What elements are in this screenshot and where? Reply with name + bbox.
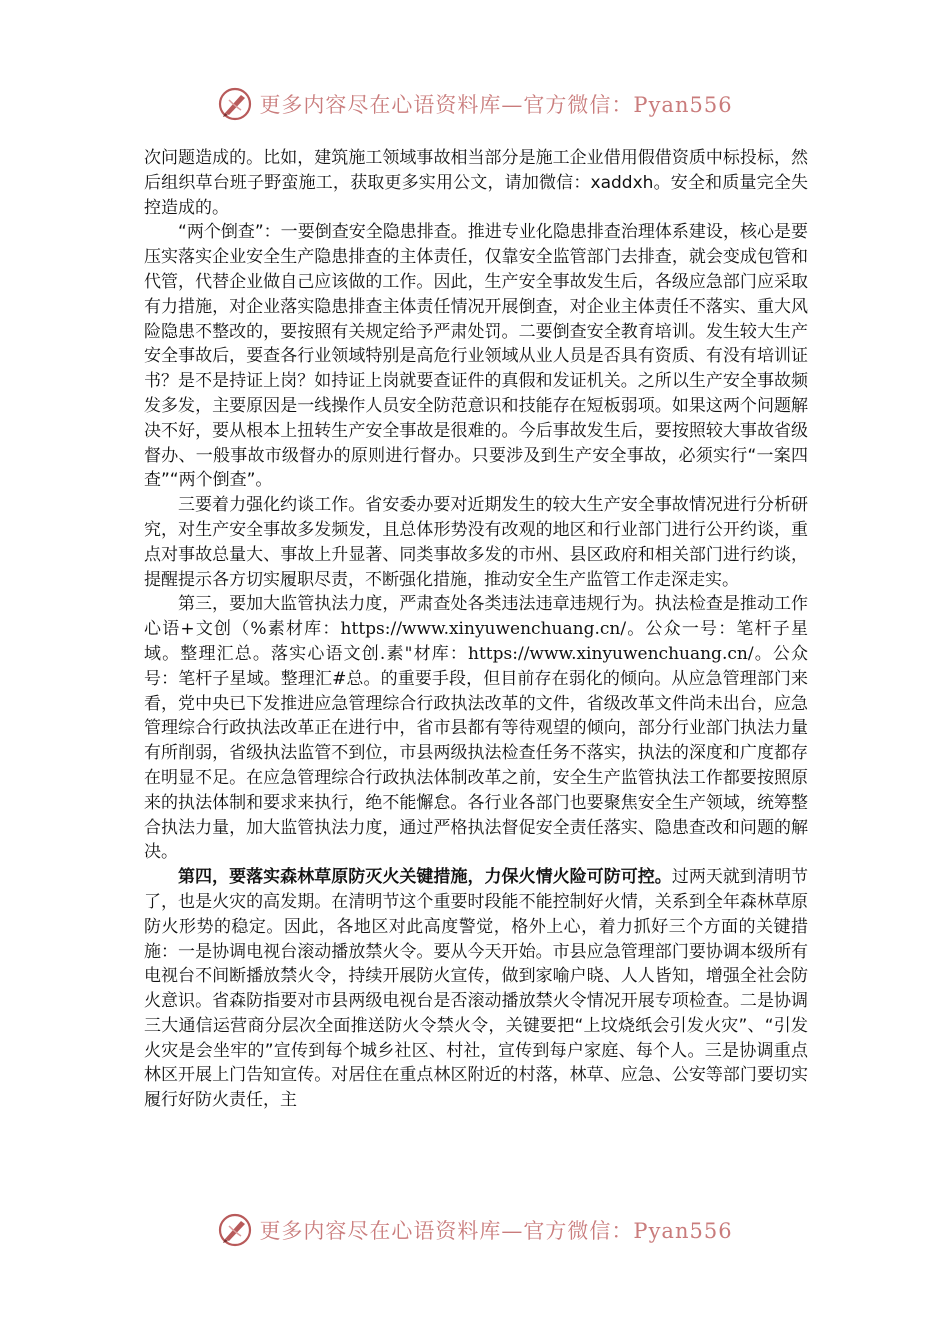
header-banner [0, 84, 950, 124]
paragraph-2: “两个倒查”：一要倒查安全隐患排查。推进专业化隐患排查治理体系建设，核心是要压实落实企业安全生产隐患排查的主体责任，仅靠安全监管部门去排查，就会变成包管和代管，代替企业做自己应该做的工作。因此，生产安全事故发生后，各级应急部门应采取有力措施，对企业落实隐患排查主体责任情况开展倒查，对企业主体责任不落实、重大风险隐患不整改的，要按照有关规定给予严肃处罚。二要倒查安全教育培训。发生较大生产安全事故后，要查各行业领域特别是高危行业领域从业人员是否具有资质、有没有培训证书？是不是持证上岗？如持证上岗就要查证件的真假和发证机关。之所以生产安全事故频发多发，主要原因是一线操作人员安全防范意识和技能存在短板弱项。如果这两个问题解决不好，要从根本上扭转生产安全事故是很难的。今后事故发生后，要按照较大事故省级督办、一般事故市级督办的原则进行督办。只要涉及到生产安全事故，必须实行“一案四查”“两个倒查”。 [144, 222, 808, 491]
paragraph-5 [144, 865, 808, 1113]
paragraph-3: 三要着力强化约谈工作。省安委办要对近期发生的较大生产安全事故情况进行分析研究，对生产安全事故多发频发，且总体形势没有改观的地区和行业部门进行公开约谈，重点对事故总量大、事故上升显著、同类事故多发的市州、县区政府和相关部门进行约谈，提醒提示各方切实履职尽责，不断强化措施，推动安全生产监管工作走深走实。 [144, 495, 808, 590]
banner-text: 更多内容尽在心语资料库—官方微信：Pyan556 [259, 93, 733, 117]
banner-text: 更多内容尽在心语资料库—官方微信：Pyan556 [259, 1219, 733, 1243]
paragraph-1: 次问题造成的。比如，建筑施工领域事故相当部分是施工企业借用假借资质中标投标，然后组织草台班子野蛮施工，获取更多实用公文，请加微信：xaddxh。安全和质量完全失控造成的。 [144, 148, 808, 218]
footer-banner [0, 1210, 950, 1250]
pen-logo-icon [217, 1212, 253, 1248]
paragraph-5-body: 过两天就到清明节了，也是火灾的高发期。在清明节这个重要时段能不能控制好火情，关系到全年森林草原防火形势的稳定。因此，各地区对此高度警觉，格外上心，着力抓好三个方面的关键措施：一是协调电视台滚动播放禁火令。要从今天开始。市县应急管理部门要协调本级所有电视台不间断播放禁火令，持续开展防火宣传，做到家喻户晓、人人皆知，增强全社会防火意识。省森防指要对市县两级电视台是否滚动播放禁火令情况开展专项检查。二是协调三大通信运营商分层次全面推送防火令禁火令，关键要把“上坟烧纸会引发火灾”、“引发火灾是会坐牢的”宣传到每个城乡社区、村社，宣传到每户家庭、每个人。三是协调重点林区开展上门告知宣传。对居住在重点林区附近的村落，林草、应急、公安等部门要切实履行好防火责任，主 [144, 867, 809, 1111]
paragraph-5-heading: 第四，要落实森林草原防灭火关键措施，力保火情火险可防可控。 [178, 867, 672, 888]
document-body [144, 146, 808, 1113]
pen-logo-icon [217, 86, 253, 122]
paragraph-4: 第三，要加大监管执法力度，严肃查处各类违法违章违规行为。执法检查是推动工作心语+文创（%素材库：https://www.xinyuwenchuang.cn/。公众一号：笔杆子星域。整理汇总。落实心语文创.素"材库：https://www.xinyuwenchuang.cn/。公众号：笔杆子星域。整理汇#总。的重要手段，但目前存在弱化的倾向。从应急管理部门来看，党中央已下发推进应急管理综合行政执法改革的文件，省级改革文件尚未出台，应急管理综合行政执法改革正在进行中，省市县都有等待观望的倾向，部分行业部门执法力量有所削弱，省级执法监管不到位，市县两级执法检查任务不落实，执法的深度和广度都存在明显不足。在应急管理综合行政执法体制改革之前，安全生产监管执法工作都要按照原来的执法体制和要求来执行，绝不能懈怠。各行业各部门也要聚焦安全生产领域，统筹整合执法力量，加大监管执法力度，通过严格执法督促安全责任落实、隐患查改和问题的解决。 [144, 594, 808, 863]
